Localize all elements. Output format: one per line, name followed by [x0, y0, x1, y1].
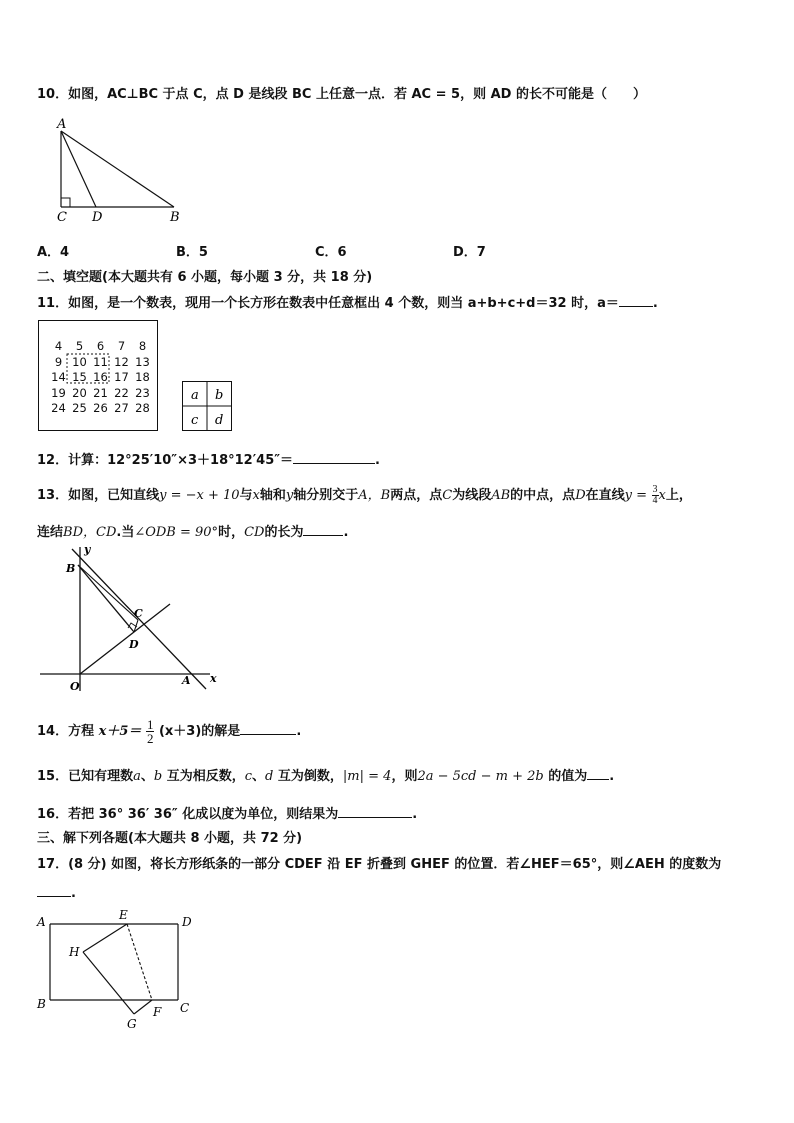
q12-stem: 12．计算：12°25′10″×3＋18°12′45″＝ .	[37, 453, 380, 468]
number-table-cell: 4	[54, 339, 63, 353]
option-d[interactable]: D．7	[453, 245, 486, 260]
svg-text:O: O	[70, 680, 80, 693]
number-table-cell: 21	[93, 385, 108, 400]
number-table-cell: 27	[114, 401, 129, 415]
q13-figure	[38, 543, 224, 695]
label-B: B	[170, 210, 180, 225]
svg-text:D: D	[129, 638, 139, 651]
number-table-cell: 28	[135, 401, 150, 415]
number-table-cell: 22	[114, 385, 129, 400]
number-table-cell: 7	[117, 339, 126, 353]
q11-abcd-box	[182, 381, 232, 431]
number-table-cell: 26	[93, 401, 108, 415]
number-table-cell: 12	[114, 354, 129, 369]
q10-figure	[50, 114, 190, 226]
q17-answer-line: .	[37, 884, 76, 901]
number-table-cell: 20	[72, 385, 87, 400]
svg-text:D: D	[182, 915, 192, 929]
q11-number-table	[38, 320, 158, 431]
q14-answer-blank[interactable]	[240, 722, 296, 735]
svg-text:C: C	[134, 607, 143, 620]
q10-stem: 10．如图，AC⊥BC 于点 C，点 D 是线段 BC 上任意一点．若 AC = 5，则 AD 的长不可能是（ ）	[37, 87, 646, 102]
number-table-cell: 24	[51, 401, 66, 415]
number-table-cell: 9	[54, 354, 63, 369]
label-C: C	[57, 210, 67, 225]
number-table-cell: 23	[135, 385, 150, 400]
q17-stem: 17．(8 分) 如图，将长方形纸条的一部分 CDEF 沿 EF 折叠到 GHEF 的位置．若∠HEF＝65°，则∠AEH 的度数为	[37, 857, 722, 872]
svg-text:B: B	[37, 997, 46, 1011]
option-c[interactable]: C．6	[315, 245, 347, 260]
svg-text:G: G	[127, 1017, 137, 1031]
svg-text:H: H	[69, 945, 80, 959]
q13-stem-line1: 13．如图，已知直线y = −x + 10与x轴和y轴分别交于A，B两点，点C为线段AB的中点，点D在直线y = $\frac{3}{4}$ x上，	[37, 484, 692, 506]
number-table-cell: 15	[72, 370, 87, 384]
q13-stem-line2: 连结BD，CD.当∠ODB = 90°时，CD的长为 .	[37, 525, 349, 540]
number-table-cell: 13	[135, 354, 150, 369]
number-table-row	[48, 370, 153, 386]
label-A: A	[57, 117, 67, 132]
option-b[interactable]: B．5	[176, 245, 208, 260]
svg-text:E: E	[119, 908, 128, 922]
number-table-cell: 5	[75, 339, 84, 353]
q14-stem: 14．方程 x＋5＝ $\frac{1}{2}$ (x＋3)的解是 .	[37, 717, 302, 746]
number-table-cell: 14	[51, 370, 66, 384]
svg-text:B: B	[66, 562, 76, 575]
number-table-row	[48, 355, 153, 371]
q11-answer-blank[interactable]	[619, 294, 653, 307]
number-table-cell: 18	[135, 370, 150, 384]
q14-fraction: $\frac{1}{2}$	[146, 717, 154, 746]
number-table-row	[48, 401, 153, 417]
svg-text:y: y	[84, 543, 91, 556]
section-2-heading: 二、填空题(本大题共有 6 小题，每小题 3 分，共 18 分)	[37, 270, 373, 285]
q15-answer-blank[interactable]	[587, 767, 609, 780]
number-table-cell: 8	[138, 339, 147, 353]
svg-text:b: b	[215, 388, 224, 403]
q13-fraction: $\frac{3}{4}$	[652, 484, 658, 506]
q15-stem: 15．已知有理数a、b 互为相反数，c、d 互为倒数，|m| = 4，则2a − 5cd − m + 2b 的值为 .	[37, 769, 615, 784]
svg-text:d: d	[215, 413, 224, 428]
svg-text:C: C	[180, 1001, 190, 1015]
section-3-heading: 三、解下列各题(本大题共 8 小题，共 72 分)	[37, 831, 303, 846]
q17-answer-blank[interactable]	[37, 884, 71, 897]
svg-text:A: A	[182, 674, 191, 687]
number-table-row	[48, 339, 153, 355]
svg-text:x: x	[210, 672, 217, 685]
svg-text:F: F	[153, 1005, 162, 1019]
q11-stem: 11．如图，是一个数表，现用一个长方形在数表中任意框出 4 个数，则当 a+b+c+d＝32 时，a＝ .	[37, 296, 658, 311]
number-table-cell: 25	[72, 401, 87, 415]
number-table-cell: 17	[114, 370, 129, 384]
number-table-cell: 11	[93, 354, 108, 369]
number-table-cell: 6	[96, 339, 105, 353]
number-table-cell: 10	[72, 354, 87, 369]
svg-text:A: A	[37, 915, 46, 929]
q16-answer-blank[interactable]	[338, 805, 412, 818]
q16-stem: 16．若把 36° 36′ 36″ 化成以度为单位，则结果为 .	[37, 807, 418, 822]
option-a[interactable]: A．4	[37, 245, 70, 260]
number-table-row	[48, 386, 153, 402]
svg-text:c: c	[191, 413, 199, 428]
svg-text:a: a	[191, 388, 199, 403]
number-table-cell: 16	[93, 370, 108, 384]
q17-figure	[35, 906, 205, 1032]
q12-answer-blank[interactable]	[293, 451, 375, 464]
number-table-cell: 19	[51, 385, 66, 400]
label-D: D	[92, 210, 103, 225]
q13-answer-blank[interactable]	[303, 523, 343, 536]
